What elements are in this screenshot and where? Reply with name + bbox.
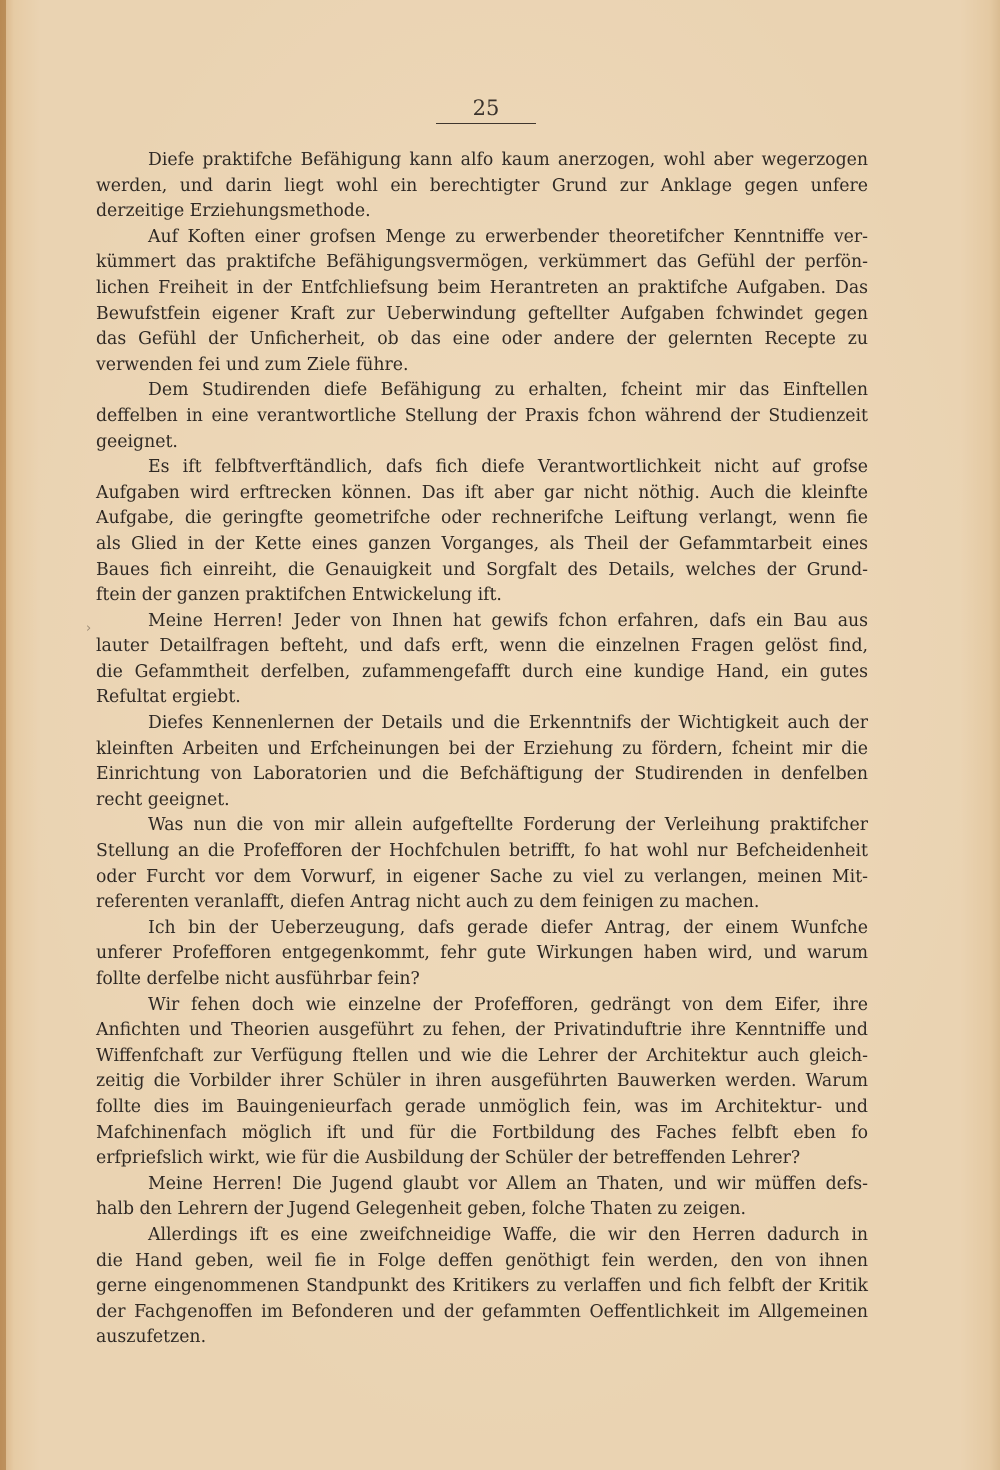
text-line: Mafchinenfach möglich ift und für die Fortbildung des Faches felbft eben fo bbox=[96, 1122, 868, 1143]
text-line: gerne eingenommenen Standpunkt des Kritikers zu verlaffen und fich felbft der Kritik bbox=[96, 1276, 868, 1297]
text-line: Aufgaben wird erftrecken können. Das ift aber gar nicht nöthig. Auch die kleinfte bbox=[96, 482, 868, 503]
text-line: lauter Detailfragen befteht, und dafs erft, wenn die einzelnen Fragen gelöst find, bbox=[96, 636, 868, 657]
text-line: deffelben in eine verantwortliche Stellung der Praxis fchon während der Studienzeit bbox=[96, 405, 868, 426]
text-line: unferer Profefforen entgegenkommt, fehr gute Wirkungen haben wird, und warum bbox=[96, 943, 868, 964]
text-line: halb den Lehrern der Jugend Gelegenheit geben, folche Thaten zu zeigen. bbox=[96, 1199, 747, 1220]
text-line: Auf Koften einer grofsen Menge zu erwerbender theoretifcher Kenntniffe ver- bbox=[148, 226, 868, 247]
text-line: zeitig die Vorbilder ihrer Schüler in ihren ausgeführten Bauwerken werden. Warum bbox=[96, 1071, 868, 1092]
text-line: Meine Herren! Jeder von Ihnen hat gewifs fchon erfahren, dafs ein Bau aus bbox=[148, 610, 868, 631]
text-line: Diefe praktifche Befähigung kann alfo kaum anerzogen, wohl aber wegerzogen bbox=[148, 150, 868, 170]
text-line: als Glied in der Kette eines ganzen Vorganges, als Theil der Gefammtarbeit eines bbox=[96, 533, 868, 554]
page-spine-shadow bbox=[0, 0, 6, 1470]
text-line: Was nun die von mir allein aufgeftellte Forderung der Verleihung praktifcher bbox=[148, 815, 868, 836]
text-line: Ich bin der Ueberzeugung, dafs gerade diefer Antrag, der einem Wunfche bbox=[148, 917, 868, 938]
text-line: das Gefühl der Unficherheit, ob das eine oder andere der gelernten Recepte zu bbox=[96, 329, 868, 350]
header-rule bbox=[436, 123, 536, 124]
text-line: derzeitige Erziehungsmethode. bbox=[96, 201, 371, 222]
text-line: referenten veranlafft, diefen Antrag nicht auch zu dem feinigen zu machen. bbox=[96, 892, 760, 913]
text-line: Wir fehen doch wie einzelne der Profefforen, gedrängt von dem Eifer, ihre bbox=[148, 994, 868, 1015]
text-line: Baues fich einreiht, die Genauigkeit und Sorgfalt des Details, welches der Grund- bbox=[96, 559, 868, 580]
text-line: follte derfelbe nicht ausführbar fein? bbox=[96, 969, 420, 989]
text-line: werden, und darin liegt wohl ein berechtigter Grund zur Anklage gegen unfere bbox=[96, 175, 868, 196]
text-line: Es ift felbftverftändlich, dafs fich diefe Verantwortlichkeit nicht auf grofse bbox=[148, 457, 868, 478]
text-line: Einrichtung von Laboratorien und die Befchäftigung der Studirenden in denfelben bbox=[96, 764, 868, 785]
text-line: Meine Herren! Die Jugend glaubt vor Allem an Thaten, und wir müffen defs- bbox=[148, 1173, 868, 1194]
text-line: recht geeignet. bbox=[96, 789, 230, 810]
text-line: kleinften Arbeiten und Erfcheinungen bei der Erziehung zu fördern, fcheint mir die bbox=[96, 738, 868, 759]
text-line: Diefes Kennenlernen der Details und die Erkenntnifs der Wichtigkeit auch der bbox=[148, 713, 868, 734]
text-line: erfpriefslich wirkt, wie für die Ausbildung der Schüler der betreffenden Lehrer? bbox=[96, 1148, 801, 1169]
page-number: 25 bbox=[472, 96, 500, 120]
text-line: geeignet. bbox=[96, 431, 178, 452]
text-line: die Hand geben, weil fie in Folge deffen genöthigt fein werden, den von ihnen bbox=[96, 1250, 868, 1271]
margin-mark: › bbox=[86, 621, 92, 636]
body-text bbox=[96, 148, 868, 1351]
text-line: Wiffenfchaft zur Verfügung ftellen und wie die Lehrer der Architektur auch gleich- bbox=[96, 1045, 868, 1066]
text-line: Refultat ergiebt. bbox=[96, 687, 241, 708]
text-line: auszufetzen. bbox=[96, 1327, 207, 1348]
text-line: oder Furcht vor dem Vorwurf, in eigener Sache zu viel zu verlangen, meinen Mit- bbox=[96, 866, 868, 887]
text-line: Aufgabe, die geringfte geometrifche oder rechnerifche Leiftung verlangt, wenn fie bbox=[96, 508, 868, 529]
text-line: ftein der ganzen praktifchen Entwickelung ift. bbox=[96, 585, 502, 606]
text-line: kümmert das praktifche Befähigungsvermögen, verkümmert das Gefühl der perfön- bbox=[96, 252, 868, 273]
text-line: Bewufstfein eigener Kraft zur Ueberwindung geftellter Aufgaben fchwindet gegen bbox=[96, 303, 868, 324]
text-line: Stellung an die Profefforen der Hochfchulen betrifft, fo hat wohl nur Befcheidenheit bbox=[96, 841, 868, 862]
text-line: verwenden fei und zum Ziele führe. bbox=[96, 354, 409, 375]
text-line: Allerdings ift es eine zweifchneidige Waffe, die wir den Herren dadurch in bbox=[148, 1224, 868, 1245]
text-line: Anfichten und Theorien ausgeführt zu fehen, der Privatinduftrie ihre Kenntniffe und bbox=[96, 1020, 868, 1041]
text-line: lichen Freiheit in der Entfchliefsung beim Herantreten an praktifche Aufgaben. Das bbox=[96, 277, 868, 298]
text-line: follte dies im Bauingenieurfach gerade unmöglich fein, was im Architektur- und bbox=[96, 1096, 868, 1117]
text-line: Dem Studirenden diefe Befähigung zu erhalten, fcheint mir das Einftellen bbox=[148, 380, 868, 401]
text-line: der Fachgenoffen im Befonderen und der gefammten Oeffentlichkeit im Allgemeinen bbox=[96, 1301, 868, 1322]
text-line: die Gefammtheit derfelben, zufammengefafft durch eine kundige Hand, ein gutes bbox=[96, 661, 868, 682]
